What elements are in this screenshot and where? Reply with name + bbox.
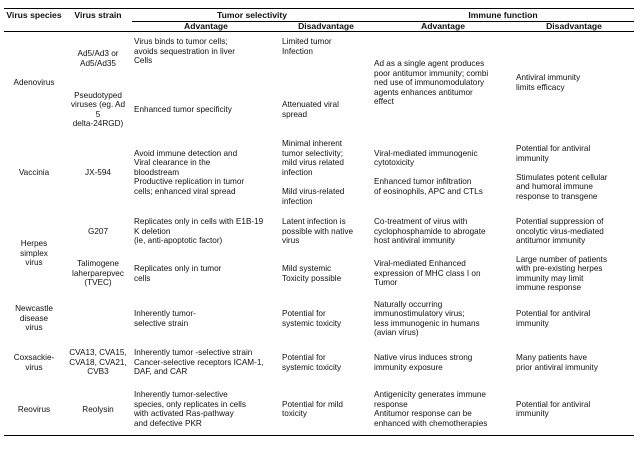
ts-advantage-cell: Inherently tumor- selective strain [134, 309, 196, 328]
im-disadvantage-cell: Potential for antiviral immunity Stimulates potent cellular and humoral immune response to transgene [516, 143, 608, 201]
strain-cell: Talimogene laherparepvec (TVEC) [72, 259, 124, 288]
header-immune-function: Immune function [372, 9, 634, 22]
species-cell: Coxsackie- virus [13, 353, 55, 372]
header-im-advantage: Advantage [421, 20, 465, 31]
strain-cell [64, 296, 132, 342]
im-disadvantage-cell: Potential for antiviral immunity [516, 309, 591, 328]
im-disadvantage-cell: Many patients have prior antiviral immunity [516, 353, 598, 372]
table-row [4, 212, 634, 252]
ts-advantage-cell: Inherently tumor-selective species, only replicates in cells with activated Ras-pathway and defective PKR [134, 390, 246, 429]
table-row [4, 342, 634, 384]
header-ts-disadvantage: Disadvantage [298, 20, 354, 31]
header-virus-strain: Virus strain [64, 9, 132, 32]
strain-cell: Pseudotyped viruses (eg. Ad 5 delta-24RGD) [70, 90, 126, 129]
ts-disadvantage-cell: Mild systemic Toxicity possible [282, 264, 342, 283]
species-cell: Vaccinia [18, 167, 50, 177]
table-row [4, 384, 634, 436]
im-disadvantage-cell: Large number of patients with pre-existing herpes immunity may limit immune response [516, 254, 608, 293]
im-advantage-cell: Viral-mediated Enhanced expression of MHC class I on Tumor [374, 259, 481, 288]
strain-cell: Reolysin [82, 404, 114, 414]
strain-cell: Ad5/Ad3 or Ad5/Ad35 [77, 49, 119, 68]
ts-disadvantage-cell: Attenuated viral spread [282, 100, 339, 119]
ts-advantage-cell: Replicates only in cells with E1B-19 K deletion (ie, anti-apoptotic factor) [134, 217, 264, 246]
ts-advantage-cell: Virus binds to tumor cells; avoids sequestration in liver Cells [134, 37, 236, 66]
table-row [4, 296, 634, 342]
ts-disadvantage-cell: Limited tumor Infection [282, 37, 332, 56]
header-im-disadvantage: Disadvantage [546, 20, 602, 31]
ts-advantage-cell: Inherently tumor -selective strain Cancer-selective receptors ICAM-1, DAF, and CAR [134, 348, 264, 377]
ts-disadvantage-cell: Minimal inherent tumor selectivity; mild virus related infection Mild virus-related infection [282, 139, 345, 206]
species-cell: Reovirus [17, 404, 51, 414]
im-disadvantage-cell: Antiviral immunity limits efficacy [516, 73, 581, 92]
im-advantage-cell: Ad as a single agent produces poor antitumor immunity; combi ned use of immunomodulatory agents enhances antitumor effect [374, 58, 489, 107]
table-row [4, 252, 634, 296]
virus-comparison-table-wrap [4, 8, 634, 436]
species-cell: Adenovirus [13, 78, 55, 88]
species-cell: Newcastle disease virus [15, 304, 53, 333]
strain-cell: CVA13, CVA15, CVA18, CVA21, CVB3 [69, 348, 127, 377]
ts-disadvantage-cell: Potential for systemic toxicity [282, 353, 342, 372]
virus-comparison-table [4, 8, 634, 436]
ts-advantage-cell: Enhanced tumor specificity [134, 104, 232, 114]
table-row [4, 134, 634, 212]
im-advantage-cell: Native virus induces strong immunity exposure [374, 353, 473, 372]
im-disadvantage-cell: Potential for antiviral immunity [516, 399, 591, 419]
im-advantage-cell: Viral-mediated immunogenic cytotoxicity Enhanced tumor infiltration of eosinophils, APC and CTLs [374, 148, 483, 197]
strain-cell: JX-594 [85, 167, 111, 177]
im-advantage-cell: Naturally occurring immunostimulatory virus; less immunogenic in humans (avian virus) [374, 299, 480, 338]
ts-advantage-cell: Avoid immune detection and Viral clearance in the bloodstream Productive replication in tumor cells; enhanced viral spread [134, 148, 245, 197]
header-tumor-selectivity: Tumor selectivity [132, 9, 372, 22]
ts-disadvantage-cell: Latent infection is possible with native virus [282, 217, 353, 246]
ts-disadvantage-cell: Potential for mild toxicity [282, 399, 343, 419]
strain-cell: G207 [87, 226, 109, 236]
header-ts-advantage: Advantage [184, 20, 228, 31]
header-virus-species: Virus species [4, 9, 64, 32]
im-advantage-cell: Antigenicity generates immune response Antitumor response can be enhanced with chemotherapies [374, 390, 488, 429]
species-cell: Herpes simplex virus [20, 239, 48, 268]
im-disadvantage-cell: Potential suppression of oncolytic virus-mediated antitumor immunity [516, 217, 604, 246]
ts-advantage-cell: Replicates only in tumor cells [134, 264, 222, 283]
im-advantage-cell: Co-treatment of virus with cyclophosphamide to abrogate host antiviral immunity [374, 217, 486, 246]
ts-disadvantage-cell: Potential for systemic toxicity [282, 309, 342, 328]
table-row [4, 32, 634, 86]
